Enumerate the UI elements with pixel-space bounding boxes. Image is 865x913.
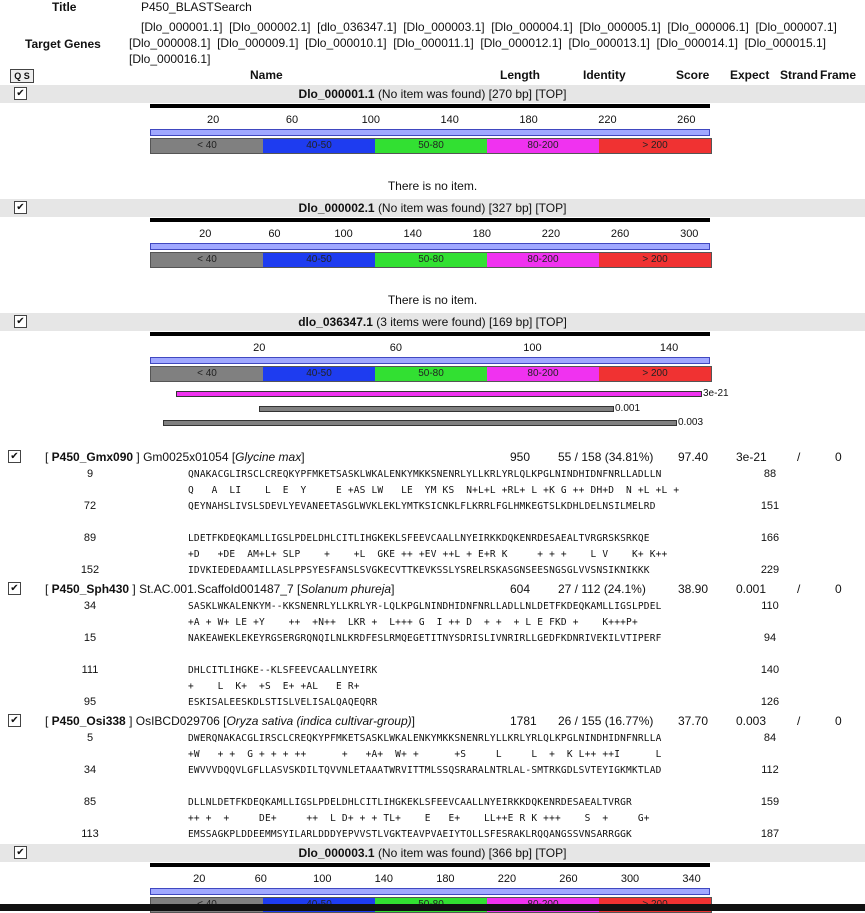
match-line: + L K+ +S E+ +AL E R+	[188, 681, 360, 692]
hit-row	[0, 582, 865, 598]
query-seq-start: 34	[83, 600, 97, 612]
hit-frame: 0	[835, 450, 842, 464]
target-genes-line1[interactable]: [Dlo_000001.1] [Dlo_000002.1] [dlo_036347.1] [Dlo_000003.1] [Dlo_000004.1] [Dlo_000005.1] [Dlo_000006.1] [Dlo_000007.1]	[141, 20, 837, 34]
query-ruler	[150, 218, 710, 250]
legend-segment: < 40	[151, 253, 263, 267]
hit-bar-1[interactable]	[176, 391, 702, 397]
legend-segment: 40-50	[263, 367, 375, 381]
bottom-edge	[0, 904, 865, 911]
query-seq: QNAKACGLIRSCLCREQKYPFMKETSASKLWKALENKYMKKSNENRLYLLKRLYRLQLKPGLNINDHIDNFNRLLADLLN	[188, 469, 662, 480]
subject-seq: EWVVVDQQVLGFLLASVSKDILTQVVNLETAAATWRVITTMLSSQSRARALNTRLAL-SMTRKGDLSVTEYIGKMKTLAD	[188, 765, 662, 776]
query-seq-start: 89	[83, 532, 97, 544]
hit-frame: 0	[835, 582, 842, 596]
column-frame: Frame	[820, 68, 857, 82]
query-seq-end: 110	[761, 600, 779, 612]
subject-seq-start: 113	[81, 828, 99, 840]
hit-checkbox[interactable]: ✔	[8, 450, 21, 463]
query-seq: DWERQNAKACGLIRSCLCREQKYPFMKETSASKLWKALENKYMKKSNENRLYLLKRLYRLQLKPGLNINDHIDNFNRLLA	[188, 733, 662, 744]
subject-seq-end: 229	[760, 564, 780, 576]
query-seq-start: 5	[86, 732, 94, 744]
alignment-block	[0, 732, 865, 780]
query-seq-end: 88	[763, 468, 777, 480]
subject-seq: ESKISALEESKDLSTISLVELISALQAQEQRR	[188, 697, 378, 708]
query-ruler	[150, 863, 710, 895]
hit-name[interactable]: [ P450_Gmx090 ] Gm0025x01054 [Glycine max]	[45, 450, 305, 464]
match-line: +D +DE AM+L+ SLP + +L GKE ++ +EV ++L + E+R K + + + L V K+ K++	[188, 549, 668, 560]
legend-segment: > 200	[599, 139, 711, 153]
ruler-tick: 100	[313, 873, 332, 885]
ruler-line	[150, 332, 710, 336]
query-checkbox[interactable]: ✔	[14, 315, 27, 328]
hit-score: 38.90	[678, 582, 709, 596]
legend-segment: 50-80	[375, 253, 487, 267]
legend-segment: 80-200	[487, 139, 599, 153]
color-legend	[150, 252, 712, 268]
query-ruler	[150, 332, 710, 364]
ruler-tick: 100	[523, 342, 542, 354]
column-length: Length	[500, 68, 540, 82]
ruler-tick: 140	[440, 114, 459, 126]
match-line: +W + + G + + + ++ + +A+ W+ + +S L L + K L++ ++I L	[188, 749, 662, 760]
query-title[interactable]: Dlo_000002.1 (No item was found) [327 bp] [TOP]	[298, 201, 567, 215]
query-bar	[0, 85, 865, 103]
ruler-tick: 140	[659, 342, 679, 354]
alignment-block	[0, 532, 865, 580]
legend-segment: 40-50	[263, 139, 375, 153]
ruler-tick: 260	[677, 114, 696, 126]
hit-length: 950	[510, 450, 531, 464]
hit-length: 1781	[510, 714, 537, 728]
query-title[interactable]: dlo_036347.1 (3 items were found) [169 bp] [TOP]	[298, 315, 567, 329]
subject-seq: IDVKIEDEDAAMILLASLPPSYESFANSLSVGKECVTTKEVKSSLYSRELRSKASGNSEESNGSGLVVSNSIKNIKKK	[188, 565, 650, 576]
subject-seq-start: 15	[83, 632, 97, 644]
query-bar	[0, 844, 865, 862]
ruler-tick: 140	[403, 228, 422, 240]
hit-score: 37.70	[678, 714, 709, 728]
ruler-line	[150, 863, 710, 867]
ruler-tick: 340	[682, 873, 701, 885]
query-seq-start: 9	[86, 468, 94, 480]
subject-seq-start: 72	[83, 500, 97, 512]
query-checkbox[interactable]: ✔	[14, 87, 27, 100]
alignment-block	[0, 796, 865, 844]
qs-toggle[interactable]: Q S	[10, 69, 34, 83]
ruler-tick: 220	[598, 114, 617, 126]
query-seq-start: 111	[81, 664, 99, 676]
query-ruler	[150, 104, 710, 136]
legend-segment: > 200	[599, 367, 711, 381]
query-seq-end: 166	[760, 532, 780, 544]
ruler-tick: 180	[519, 114, 538, 126]
query-title[interactable]: Dlo_000003.1 (No item was found) [366 bp] [TOP]	[298, 846, 567, 860]
color-legend	[150, 366, 712, 382]
title-value: P450_BLASTSearch	[141, 0, 252, 14]
hit-checkbox[interactable]: ✔	[8, 714, 21, 727]
query-checkbox[interactable]: ✔	[14, 201, 27, 214]
query-seq-end: 159	[760, 796, 780, 808]
hit-name[interactable]: [ P450_Sph430 ] St.AC.001.Scaffold001487_7 [Solanum phureja]	[45, 582, 395, 596]
legend-segment: < 40	[151, 367, 263, 381]
hit-name[interactable]: [ P450_Osi338 ] OsIBCD029706 [Oryza sativa (indica cultivar-group)]	[45, 714, 415, 728]
query-title[interactable]: Dlo_000001.1 (No item was found) [270 bp] [TOP]	[298, 87, 567, 101]
legend-segment: 80-200	[487, 367, 599, 381]
ruler-line	[150, 104, 710, 108]
hit-identity: 26 / 155 (16.77%)	[558, 714, 654, 728]
hit-checkbox[interactable]: ✔	[8, 582, 21, 595]
query-seq-start: 85	[83, 796, 97, 808]
ruler-tick: 60	[389, 342, 402, 354]
target-genes-line2[interactable]: [Dlo_000008.1] [Dlo_000009.1] [Dlo_000010.1] [Dlo_000011.1] [Dlo_000012.1] [Dlo_000013.1] [Dlo_000014.1] [Dlo_000015.1]	[129, 36, 826, 50]
legend-segment: 40-50	[263, 253, 375, 267]
hit-frame: 0	[835, 714, 842, 728]
subject-seq-start: 152	[80, 564, 100, 576]
query-coverage-bar	[150, 243, 710, 250]
ruler-tick: 20	[199, 228, 212, 240]
query-seq: DHLCITLIHGKE--KLSFEEVCAALLNYEIRK	[188, 665, 378, 676]
column-name: Name	[250, 68, 283, 82]
subject-seq-end: 94	[763, 632, 777, 644]
ruler-tick: 180	[472, 228, 492, 240]
hit-identity: 27 / 112 (24.1%)	[558, 582, 646, 596]
hit-strand: /	[797, 582, 801, 596]
query-coverage-bar	[150, 888, 710, 895]
target-genes-line3[interactable]: [Dlo_000016.1]	[129, 52, 211, 66]
subject-seq: NAKEAWEKLEKEYRGSERGRQNQILNLKRDFESLRMQEGETITNYSDRISLIVNRIRLLGEDFKDNRIVEKILVTIPERF	[188, 633, 662, 644]
match-line: Q A LI L E Y E +AS LW LE YM KS N+L+L +RL+ L +K G ++ DH+D N +L +L +	[188, 485, 680, 496]
hit-strand: /	[797, 450, 801, 464]
alignment-block	[0, 664, 865, 712]
hit-bar-3-label: 0.003	[678, 417, 704, 428]
query-seq: SASKLWKALENKYM--KKSNENRLYLLKRLYR-LQLKPGLNINDHIDNFNRLLADLLNLDETFKDEQKAMLLIGSLPDEL	[188, 601, 662, 612]
subject-seq-start: 34	[83, 764, 97, 776]
ruler-tick: 140	[374, 873, 394, 885]
legend-segment: 50-80	[375, 367, 487, 381]
subject-seq: QEYNAHSLIVSLSDEVLYEVANEETASGLWVKLEKLYMTKSICNKLFLKRRLFGLHMKEGTSLKDHLDELNSILMELRD	[188, 501, 656, 512]
legend-segment: < 40	[151, 139, 263, 153]
ruler-tick: 20	[193, 873, 206, 885]
hit-score: 97.40	[678, 450, 709, 464]
match-line: ++ + + DE+ ++ L D+ + + TL+ E E+ LL++E R K +++ S + G+	[188, 813, 650, 824]
query-checkbox[interactable]: ✔	[14, 846, 27, 859]
query-seq: DLLNLDETFKDEQKAMLLIGSLPDELDHLCITLIHGKEKLSFEEVCAALLNYEIRKKDQKENRDESAEALTVRGR	[188, 797, 632, 808]
color-legend	[150, 138, 712, 154]
hit-row	[0, 450, 865, 466]
hit-length: 604	[510, 582, 531, 596]
legend-segment: 80-200	[487, 253, 599, 267]
query-bar	[0, 313, 865, 331]
ruler-tick: 20	[253, 342, 266, 354]
no-item-message: There is no item.	[387, 293, 478, 307]
hit-strand: /	[797, 714, 801, 728]
hit-expect: 0.001	[736, 582, 767, 596]
title-label: Title	[52, 0, 77, 14]
column-score: Score	[676, 68, 710, 82]
subject-seq-end: 112	[761, 764, 779, 776]
ruler-tick: 220	[497, 873, 517, 885]
column-strand: Strand	[780, 68, 819, 82]
legend-segment: 50-80	[375, 139, 487, 153]
query-seq-end: 84	[763, 732, 777, 744]
ruler-tick: 260	[559, 873, 578, 885]
hit-bar-2[interactable]	[259, 406, 614, 412]
ruler-tick: 300	[620, 873, 640, 885]
query-seq-end: 140	[760, 664, 780, 676]
subject-seq-end: 126	[760, 696, 780, 708]
query-seq: LDETFKDEQKAMLLIGSLPDELDHLCITLIHGKEKLSFEEVCAALLNYEIRKKDQKENRDESAEALTVRGRSKSRKQE	[188, 533, 650, 544]
hit-identity: 55 / 158 (34.81%)	[558, 450, 654, 464]
ruler-tick: 20	[206, 114, 220, 126]
hit-bar-3[interactable]	[163, 420, 677, 426]
column-identity: Identity	[583, 68, 626, 82]
subject-seq: EMSSAGKPLDDEEMMSYILARLDDDYEPVVSTLVGKTEAVPVAEIYTOLLSFESRAKLRQQANGSSVNSARRGGK	[188, 829, 632, 840]
query-coverage-bar	[150, 357, 710, 364]
target-genes-label: Target Genes	[25, 37, 101, 51]
query-coverage-bar	[150, 129, 710, 136]
subject-seq-end: 187	[760, 828, 780, 840]
match-line: +A + W+ LE +Y ++ +N++ LKR + L+++ G I ++ D + + + L E FKD + K+++P+	[188, 617, 638, 628]
ruler-tick: 60	[285, 114, 299, 126]
ruler-tick: 100	[334, 228, 353, 240]
ruler-tick: 100	[361, 114, 381, 126]
query-bar	[0, 199, 865, 217]
hit-bar-2-label: 0.001	[615, 403, 641, 414]
ruler-tick: 60	[268, 228, 281, 240]
alignment-block	[0, 468, 865, 516]
ruler-tick: 60	[254, 873, 267, 885]
no-item-message: There is no item.	[387, 179, 478, 193]
ruler-tick: 180	[436, 873, 455, 885]
column-expect: Expect	[730, 68, 770, 82]
ruler-line	[150, 218, 710, 222]
hit-bar-1-label: 3e-21	[703, 388, 729, 399]
hit-row	[0, 714, 865, 730]
legend-segment: > 200	[599, 253, 711, 267]
subject-seq-start: 95	[83, 696, 97, 708]
hit-expect: 3e-21	[736, 450, 767, 464]
hit-expect: 0.003	[736, 714, 767, 728]
subject-seq-end: 151	[760, 500, 780, 512]
ruler-tick: 300	[680, 228, 699, 240]
ruler-tick: 260	[610, 228, 630, 240]
alignment-block	[0, 600, 865, 648]
ruler-tick: 220	[541, 228, 561, 240]
